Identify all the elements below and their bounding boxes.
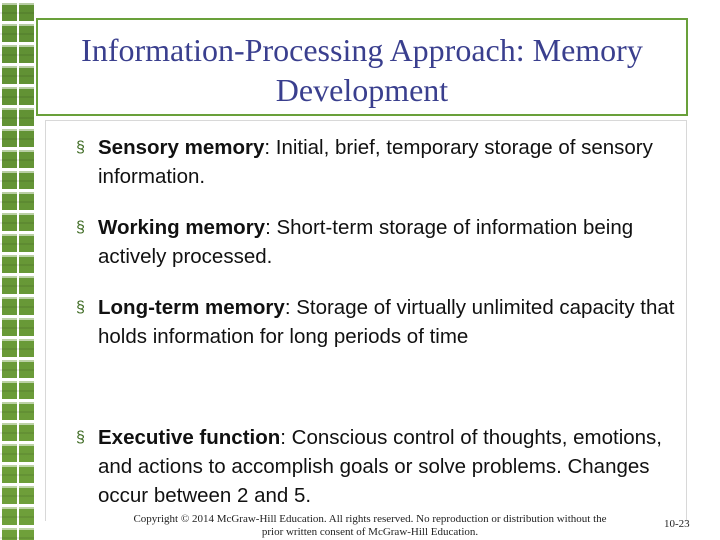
- title-line-1: Information-Processing Approach: Memory: [81, 32, 643, 68]
- footer-line-2: prior written consent of McGraw-Hill Education.: [261, 526, 479, 538]
- bullet-sensory-memory: [76, 133, 686, 191]
- footer-line-1: Copyright © 2014 McGraw-Hill Education. All rights reserved. No reproduction or distribution without the: [133, 513, 607, 525]
- title-box: [36, 18, 688, 116]
- bullet-long-term-memory: [76, 293, 686, 351]
- content-area: [45, 120, 687, 521]
- decorative-left-border: [0, 0, 34, 540]
- title-line-2: Development: [275, 72, 449, 108]
- bullet-term: Sensory memory: [98, 136, 265, 159]
- bullet-text: : Short-term storage of information being actively processed.: [98, 216, 634, 268]
- copyright-footer: [90, 513, 650, 539]
- bullet-marker-icon: §: [76, 299, 85, 316]
- bullet-text: : Conscious control of thoughts, emotions, and actions to accomplish goals or solve problems. Changes occur between 2 and 5.: [98, 426, 662, 507]
- bullet-text: : Initial, brief, temporary storage of sensory information.: [98, 136, 653, 188]
- bullet-marker-icon: §: [76, 139, 85, 156]
- bullet-working-memory: [76, 213, 686, 271]
- bullet-term: Executive function: [98, 426, 281, 449]
- bullet-text: : Storage of virtually unlimited capacity that holds information for long periods of time: [98, 296, 675, 348]
- bullet-term: Long-term memory: [98, 296, 285, 319]
- page-number: 10-23: [664, 518, 690, 530]
- bullet-term: Working memory: [98, 216, 266, 239]
- bullet-marker-icon: §: [76, 429, 85, 446]
- bullet-executive-function: [76, 423, 686, 510]
- slide-title: [38, 30, 686, 110]
- bullet-marker-icon: §: [76, 219, 85, 236]
